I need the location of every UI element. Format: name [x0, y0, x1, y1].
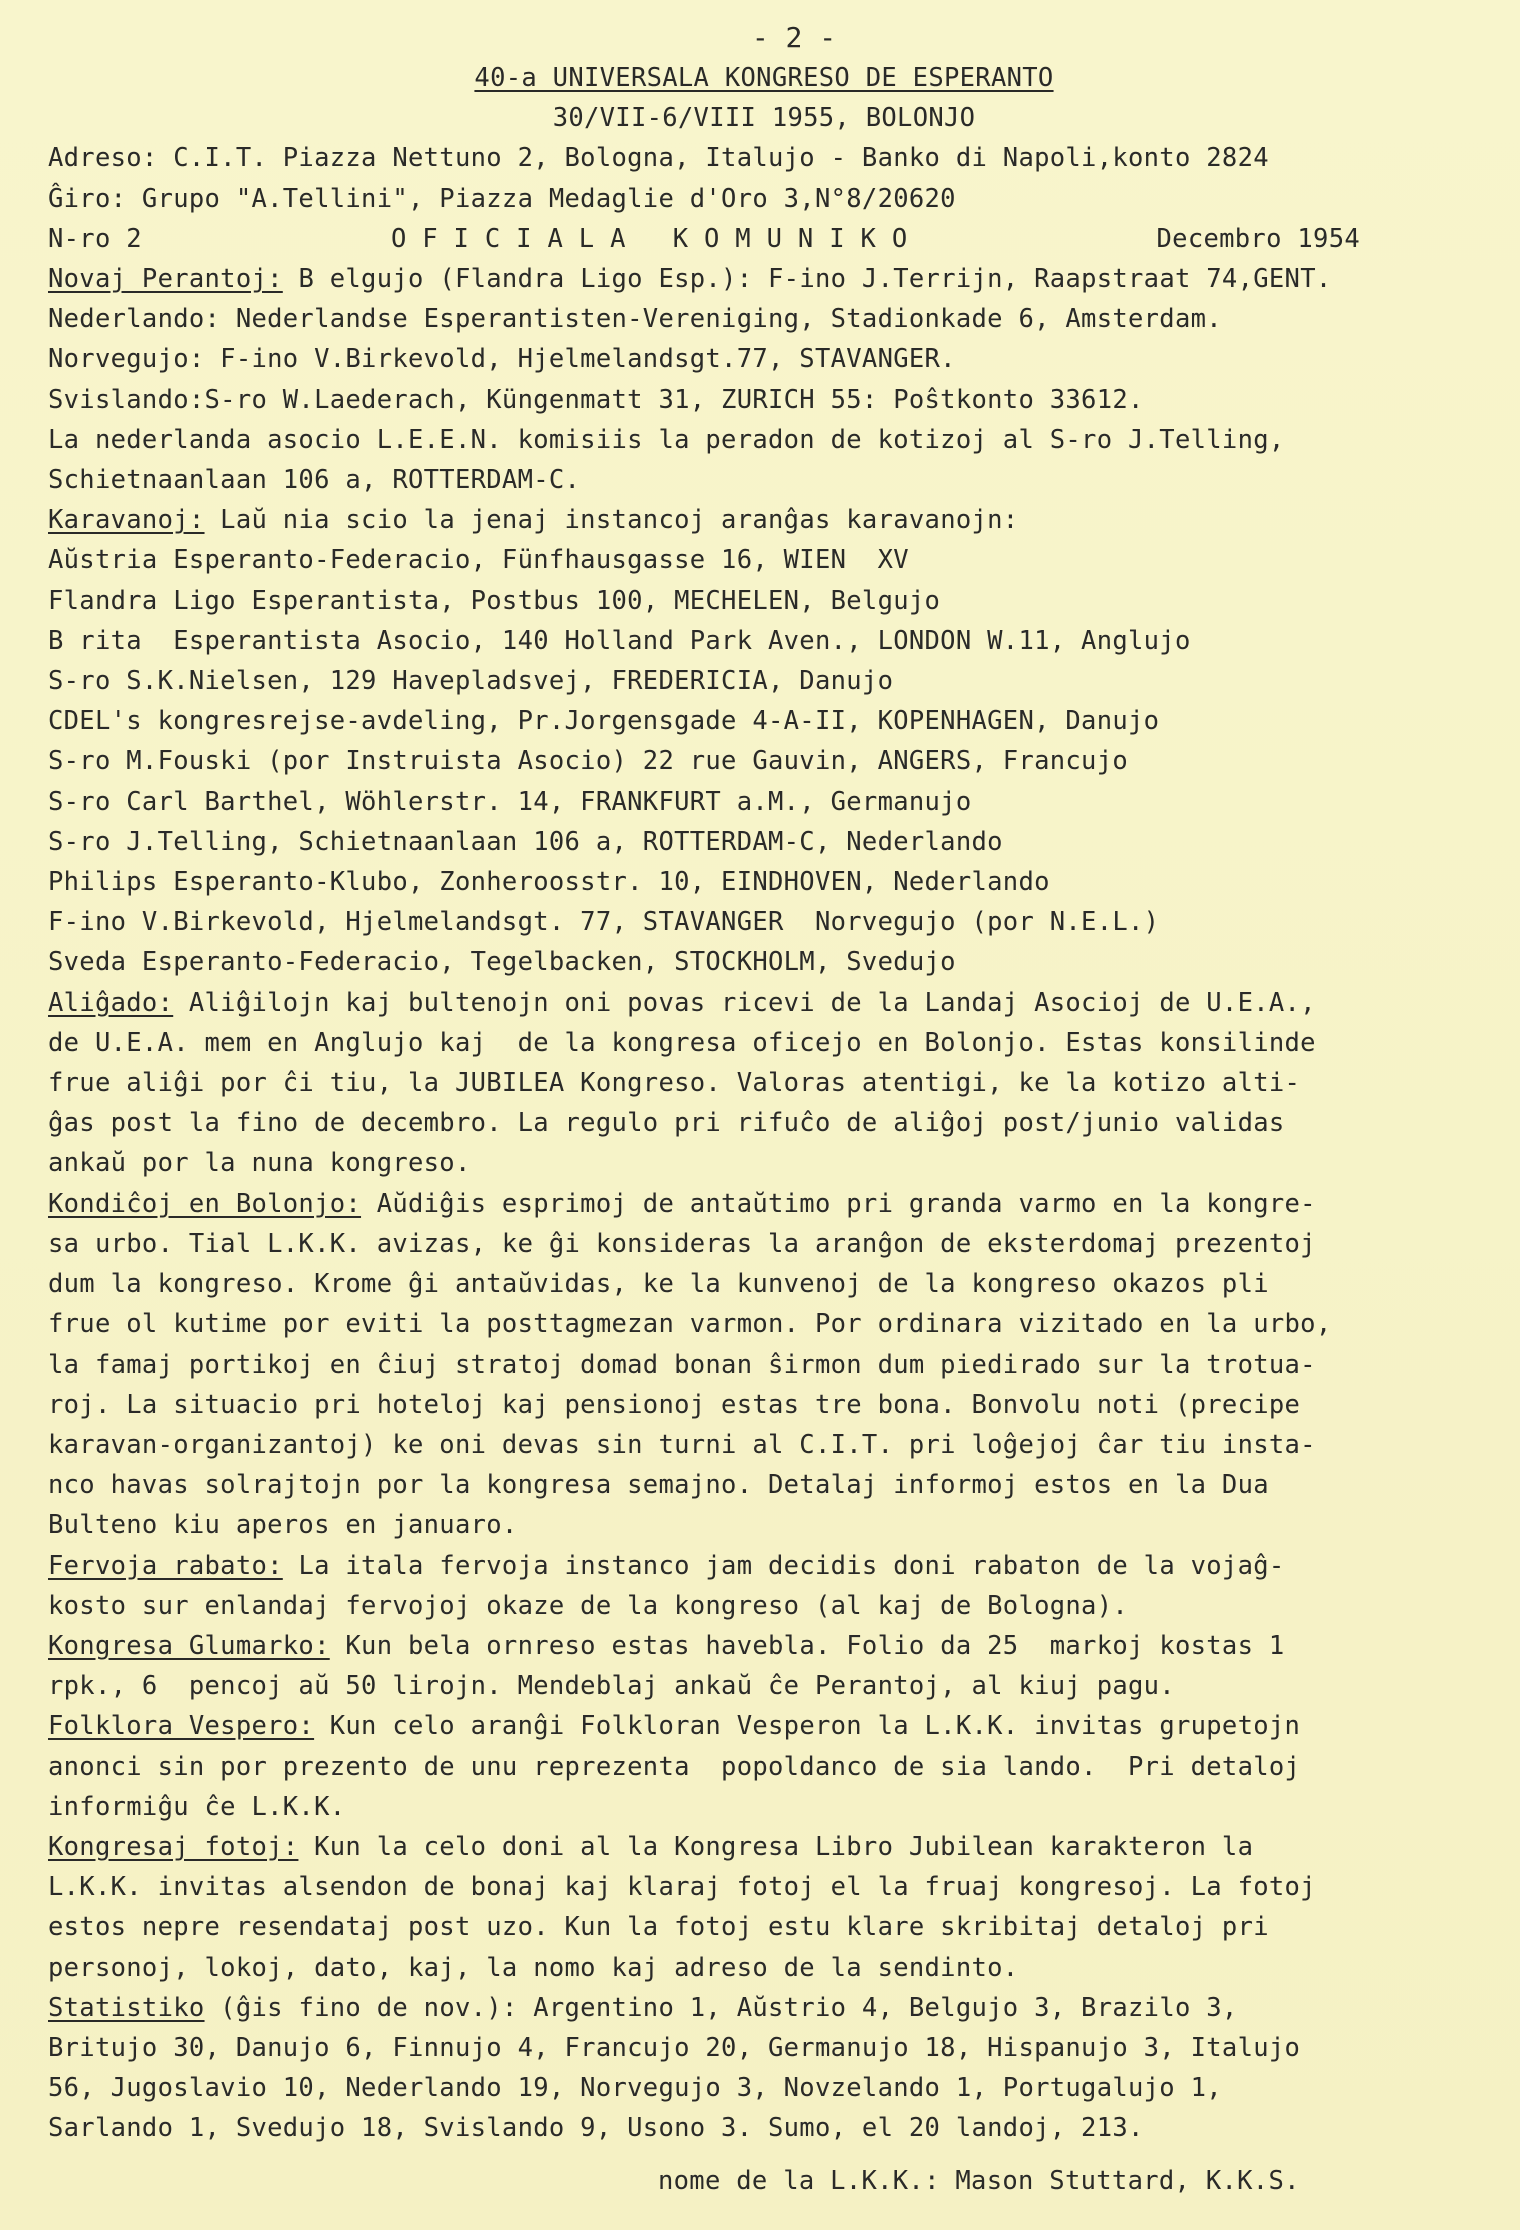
text-line: S-ro S.K.Nielsen, 129 Havepladsvej, FREDERICIA, Danujo: [48, 666, 894, 697]
bulletin-number: N-ro 2: [48, 223, 142, 254]
text-line: [48, 1546, 1480, 1586]
line-text: B elgujo (Flandra Ligo Esp.): F-ino J.Terrijn, Raapstraat 74,GENT.: [282, 264, 1332, 295]
text-line: S-ro Carl Barthel, Wöhlerstr. 14, FRANKFURT a.M., Germanujo: [48, 786, 972, 817]
text-line: Svislando:S-ro W.Laederach, Küngenmatt 31, ZURICH 55: Poŝtkonto 33612.: [48, 384, 1144, 415]
text-line: Aŭstria Esperanto-Federacio, Fünfhausgasse 16, WIEN XV: [48, 545, 909, 576]
text-line: dum la kongreso. Krome ĝi antaŭvidas, ke la kunvenoj de la kongreso okazos pli: [48, 1269, 1269, 1300]
text-line: F-ino V.Birkevold, Hjelmelandsgt. 77, STAVANGER Norvegujo (por N.E.L.): [48, 907, 1160, 938]
text-line: [48, 1184, 1480, 1224]
text-line: [48, 983, 1480, 1023]
line-text: La itala fervoja instanco jam decidis doni rabaton de la vojaĝ-: [282, 1550, 1285, 1581]
text-line: frue ol kutime por eviti la posttagmezan varmon. Por ordinara vizitado en la urbo,: [48, 1309, 1332, 1340]
giro-line: Ĝiro: Grupo "A.Tellini", Piazza Medaglie d'Oro 3,N°8/20620: [48, 183, 956, 214]
text-line: ankaŭ por la nuna kongreso.: [48, 1148, 471, 1179]
signature-line: nome de la L.K.K.: Mason Stuttard, K.K.S.: [658, 2165, 1300, 2196]
section-heading: Fervoja rabato:: [48, 1550, 283, 1581]
text-line: Norvegujo: F-ino V.Birkevold, Hjelmelandsgt.77, STAVANGER.: [48, 344, 956, 375]
section-heading: Kongresa Glumarko:: [48, 1630, 330, 1661]
text-line: Flandra Ligo Esperantista, Postbus 100, MECHELEN, Belgujo: [48, 585, 941, 616]
section-heading: Novaj Perantoj:: [48, 264, 283, 295]
congress-title-text: 40-a UNIVERSALA KONGRESO DE ESPERANTO: [474, 63, 1054, 93]
line-text: (ĝis fino de nov.): Argentino 1, Aŭstrio 4, Belgujo 3, Brazilo 3,: [204, 1992, 1238, 2023]
bulletin-date: Decembro 1954: [1156, 223, 1360, 254]
section-heading: Karavanoj:: [48, 505, 205, 536]
text-line: [48, 1827, 1480, 1867]
text-line: [48, 1626, 1480, 1666]
text-line: 56, Jugoslavio 10, Nederlando 19, Norvegujo 3, Novzelando 1, Portugalujo 1,: [48, 2073, 1222, 2104]
text-line: [48, 1706, 1480, 1746]
congress-dates: 30/VII-6/VIII 1955, BOLONJO: [552, 103, 976, 134]
text-line: Britujo 30, Danujo 6, Finnujo 4, Francujo 20, Germanujo 18, Hispanujo 3, Italujo: [48, 2032, 1301, 2063]
section-heading: Kondiĉoj en Bolonjo:: [48, 1188, 362, 1219]
congress-title: [48, 58, 1480, 98]
line-text: Aŭdiĝis esprimoj de antaŭtimo pri granda varmo en la kongre-: [361, 1188, 1316, 1219]
text-line: anonci sin por prezento de unu reprezenta popoldanco de sia lando. Pri detaloj: [48, 1751, 1301, 1782]
section-heading: Statistiko: [48, 1992, 205, 2023]
text-line: kosto sur enlandaj fervojoj okaze de la kongreso (al kaj de Bologna).: [48, 1590, 1129, 1621]
line-text: Laŭ nia scio la jenaj instancoj aranĝas karavanojn:: [204, 505, 1019, 536]
text-line: Sarlando 1, Svedujo 18, Svislando 9, Usono 3. Sumo, el 20 landoj, 213.: [48, 2113, 1144, 2144]
text-line: frue aliĝi por ĉi tiu, la JUBILEA Kongreso. Valoras atentigi, ke la kotizo alti-: [48, 1068, 1301, 1099]
text-line: CDEL's kongresrejse-avdeling, Pr.Jorgensgade 4-A-II, KOPENHAGEN, Danujo: [48, 706, 1160, 737]
text-line: ĝas post la fino de decembro. La regulo pri rifuĉo de aliĝoj post/junio validas: [48, 1108, 1285, 1139]
text-line: karavan-organizantoj) ke oni devas sin turni al C.I.T. pri loĝejoj ĉar tiu insta-: [48, 1429, 1316, 1460]
section-heading: Folklora Vespero:: [48, 1711, 315, 1742]
line-text: Aliĝilojn kaj bultenojn oni povas ricevi de la Landaj Asocioj de U.E.A.,: [173, 987, 1316, 1018]
bulletin-title: O F I C I A L A K O M U N I K O: [390, 223, 908, 254]
text-line: sa urbo. Tial L.K.K. avizas, ke ĝi konsideras la aranĝon de eksterdomaj prezentoj: [48, 1228, 1316, 1259]
text-line: Philips Esperanto-Klubo, Zonheroosstr. 10, EINDHOVEN, Nederlando: [48, 867, 1050, 898]
text-line: de U.E.A. mem en Anglujo kaj de la kongresa oficejo en Bolonjo. Estas konsilinde: [48, 1027, 1316, 1058]
text-line: L.K.K. invitas alsendon de bonaj kaj klaraj fotoj el la fruaj kongresoj. La fotoj: [48, 1872, 1316, 1903]
line-text: Kun bela ornreso estas havebla. Folio da 25 markoj kostas 1: [329, 1630, 1285, 1661]
text-line: Schietnaanlaan 106 a, ROTTERDAM-C.: [48, 465, 581, 496]
address-line: Adreso: C.I.T. Piazza Nettuno 2, Bologna, Italujo - Banko di Napoli,konto 2824: [48, 143, 1269, 174]
text-line: Nederlando: Nederlandse Esperantisten-Vereniging, Stadionkade 6, Amsterdam.: [48, 304, 1222, 335]
page-number: - 2 -: [751, 21, 837, 54]
text-line: personoj, lokoj, dato, kaj, la nomo kaj adreso de la sendinto.: [48, 1952, 1019, 1983]
text-line: Sveda Esperanto-Federacio, Tegelbacken, STOCKHOLM, Svedujo: [48, 947, 956, 978]
section-heading: Aliĝado:: [48, 987, 174, 1018]
text-line: S-ro J.Telling, Schietnaanlaan 106 a, ROTTERDAM-C, Nederlando: [48, 826, 1003, 857]
line-text: Kun la celo doni al la Kongresa Libro Jubilean karakteron la: [298, 1831, 1254, 1862]
text-line: roj. La situacio pri hoteloj kaj pensionoj estas tre bona. Bonvolu noti (precipe: [48, 1389, 1301, 1420]
text-line: la famaj portikoj en ĉiuj stratoj domad bonan ŝirmon dum piedirado sur la trotua-: [48, 1349, 1316, 1380]
text-line: B rita Esperantista Asocio, 140 Holland Park Aven., LONDON W.11, Anglujo: [48, 625, 1191, 656]
text-line: [48, 1988, 1480, 2028]
text-line: nco havas solrajtojn por la kongresa semajno. Detalaj informoj estos en la Dua: [48, 1470, 1269, 1501]
text-line: La nederlanda asocio L.E.E.N. komisiis la peradon de kotizoj al S-ro J.Telling,: [48, 424, 1285, 455]
line-text: Kun celo aranĝi Folkloran Vesperon la L.K.K. invitas grupetojn: [314, 1711, 1301, 1742]
text-line: [48, 259, 1480, 299]
bulletin-header-row: [48, 219, 1480, 259]
text-line: estos nepre resendataj post uzo. Kun la fotoj estu klare skribitaj detaloj pri: [48, 1912, 1269, 1943]
text-line: informiĝu ĉe L.K.K.: [48, 1791, 346, 1822]
text-line: S-ro M.Fouski (por Instruista Asocio) 22 rue Gauvin, ANGERS, Francujo: [48, 746, 1129, 777]
text-line: Bulteno kiu aperos en januaro.: [48, 1510, 518, 1541]
text-line: rpk., 6 pencoj aŭ 50 lirojn. Mendeblaj ankaŭ ĉe Perantoj, al kiuj pagu.: [48, 1671, 1175, 1702]
section-heading: Kongresaj fotoj:: [48, 1831, 299, 1862]
text-line: [48, 500, 1480, 540]
